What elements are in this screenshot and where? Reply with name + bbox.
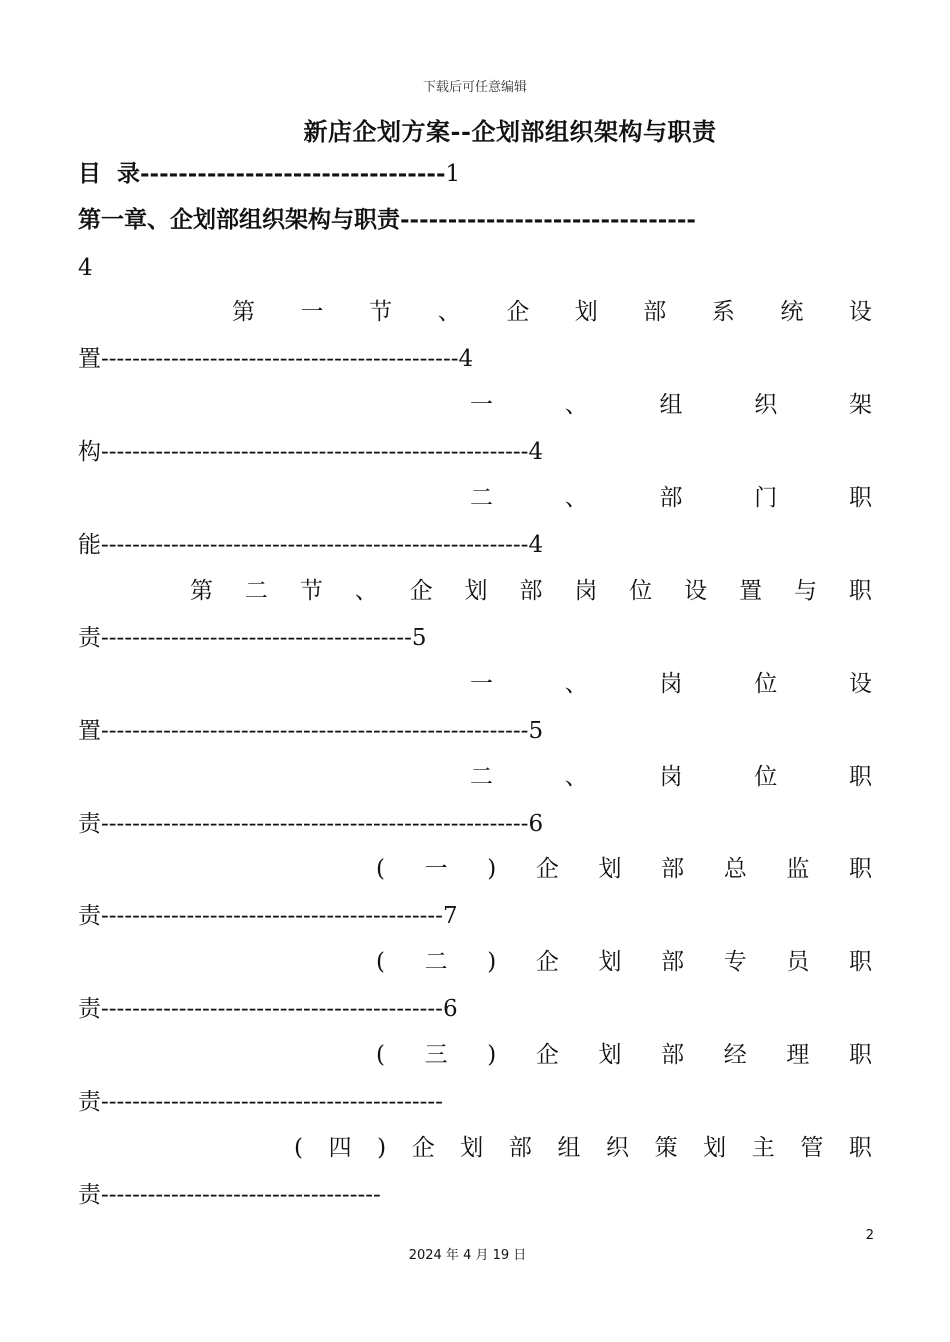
- toc-subitem-manager-tail: [78, 1086, 443, 1118]
- toc-subitem-director-tail: [78, 900, 458, 932]
- toc-char: 一: [300, 299, 324, 325]
- toc-char: 总: [723, 856, 747, 882]
- toc-item-post-duty-spread: [470, 761, 872, 793]
- toc-char: 划: [460, 1135, 484, 1161]
- toc-char: 统: [780, 299, 804, 325]
- toc-char: 第: [232, 299, 255, 325]
- toc-dashes: -------------------------------------------------------: [101, 532, 529, 558]
- toc-dashes: --------------------------------------------: [101, 903, 443, 929]
- toc-dashes: ----------------------------------------: [101, 625, 412, 651]
- toc-dashes: -------------------------------------------------------: [101, 811, 529, 837]
- toc-char: 划: [574, 299, 598, 325]
- toc-char: 三: [424, 1042, 448, 1068]
- toc-char: 一: [470, 392, 493, 418]
- toc-dashes: --------------------------------: [140, 160, 446, 187]
- toc-char: 主: [751, 1135, 775, 1161]
- toc-char: 织: [606, 1135, 630, 1161]
- toc-subitem-planning-supervisor-spread: [294, 1132, 872, 1164]
- toc-char: 门: [754, 485, 778, 511]
- header-note: 下载后可任意编辑: [422, 80, 527, 95]
- toc-section-2-spread: [190, 575, 872, 607]
- toc-page-number: 1: [445, 161, 461, 187]
- toc-char: 能: [78, 532, 101, 558]
- toc-char: 理: [786, 1042, 810, 1068]
- toc-char: 岗: [659, 671, 683, 697]
- toc-char: 、: [564, 764, 588, 790]
- toc-char: 节: [299, 578, 323, 604]
- toc-char: 、: [354, 578, 378, 604]
- page-number: 2: [865, 1228, 874, 1243]
- toc-char: 一: [470, 671, 493, 697]
- toc-page-number: 4: [528, 532, 544, 558]
- toc-page-number: 4: [78, 255, 93, 281]
- toc-char: 架: [849, 392, 872, 418]
- toc-page-number: 5: [411, 625, 427, 651]
- toc-char: 监: [786, 856, 810, 882]
- toc-char: 系: [711, 299, 735, 325]
- toc-char: 部: [659, 485, 683, 511]
- toc-char: (: [294, 1135, 303, 1161]
- toc-char: 一: [424, 856, 448, 882]
- toc-char: 、: [564, 485, 588, 511]
- toc-char: 企: [535, 856, 559, 882]
- toc-char: 、: [564, 392, 588, 418]
- toc-char: (: [376, 1042, 385, 1068]
- toc-char: ): [487, 856, 497, 882]
- toc-char: 置: [78, 346, 101, 372]
- toc-char: 职: [848, 856, 872, 882]
- toc-dashes: -------------------------------: [400, 206, 696, 233]
- toc-char: 部: [519, 578, 543, 604]
- toc-char: 部: [661, 949, 685, 975]
- toc-char: 职: [849, 764, 872, 790]
- toc-char: 员: [786, 949, 810, 975]
- toc-page-number: 7: [442, 903, 458, 929]
- toc-char: 部: [661, 1042, 685, 1068]
- toc-char: 责: [78, 625, 101, 651]
- toc-char: (: [376, 856, 385, 882]
- toc-char: 部: [508, 1135, 532, 1161]
- toc-item-post-setup-spread: [470, 668, 872, 700]
- toc-char: 节: [369, 299, 393, 325]
- toc-page-number: 5: [528, 718, 544, 744]
- toc-char: ): [377, 1135, 387, 1161]
- toc-char: ): [487, 949, 497, 975]
- toc-item-dept-function-tail: [78, 529, 543, 561]
- toc-section-2-tail: [78, 622, 427, 654]
- toc-item-dept-function-spread: [470, 482, 872, 514]
- toc-char: 划: [598, 856, 622, 882]
- toc-dashes: --------------------------------------------: [101, 996, 443, 1022]
- toc-page-number: 4: [528, 439, 544, 465]
- toc-char: 责: [78, 996, 101, 1022]
- toc-item-org-structure-tail: [78, 436, 543, 468]
- toc-subitem-specialist-tail: [78, 993, 458, 1025]
- toc-char: 设: [848, 299, 872, 325]
- document-title: 新店企划方案--企划部组织架构与职责: [303, 117, 717, 146]
- toc-chapter-1-line: [78, 204, 696, 236]
- toc-char: 设: [849, 671, 872, 697]
- toc-char: 责: [78, 811, 101, 837]
- toc-char: 职: [848, 1135, 872, 1161]
- toc-subitem-specialist-spread: [376, 946, 872, 978]
- toc-char: 位: [754, 764, 778, 790]
- toc-char: 组: [659, 392, 683, 418]
- toc-dashes: ------------------------------------: [101, 1182, 381, 1208]
- toc-char: 经: [723, 1042, 747, 1068]
- toc-chapter-1-label: 第一章、企划部组织架构与职责: [78, 206, 400, 233]
- toc-char: 二: [244, 578, 268, 604]
- toc-char: 织: [754, 392, 778, 418]
- toc-char: 二: [470, 764, 493, 790]
- toc-subitem-planning-supervisor-tail: [78, 1179, 381, 1211]
- toc-char: 企: [535, 1042, 559, 1068]
- toc-char: 企: [409, 578, 433, 604]
- toc-contents-line: [78, 158, 460, 190]
- footer-date: 2024 年 4 月 19 日: [408, 1248, 527, 1263]
- toc-char: 企: [535, 949, 559, 975]
- toc-page-number: 6: [528, 811, 544, 837]
- toc-char: 位: [629, 578, 653, 604]
- toc-char: 位: [754, 671, 778, 697]
- toc-char: 构: [78, 439, 101, 465]
- toc-item-post-setup-tail: [78, 715, 543, 747]
- toc-char: 划: [598, 949, 622, 975]
- toc-page-number: 6: [442, 996, 458, 1022]
- toc-char: 划: [703, 1135, 727, 1161]
- toc-char: 二: [470, 485, 493, 511]
- toc-char: 策: [654, 1135, 678, 1161]
- toc-dashes: --------------------------------------------: [101, 1089, 443, 1115]
- toc-char: 岗: [574, 578, 598, 604]
- toc-item-post-duty-tail: [78, 808, 543, 840]
- toc-char: 组: [557, 1135, 581, 1161]
- toc-char: 部: [661, 856, 685, 882]
- toc-char: 职: [848, 949, 872, 975]
- toc-char: 置: [739, 578, 763, 604]
- toc-char: 岗: [659, 764, 683, 790]
- toc-char: 与: [793, 578, 817, 604]
- toc-char: 职: [848, 578, 872, 604]
- toc-char: 、: [564, 671, 588, 697]
- toc-dashes: -------------------------------------------------------: [101, 718, 529, 744]
- toc-char: 第: [190, 578, 213, 604]
- toc-contents-label: 目 录: [78, 160, 141, 187]
- toc-section-1-tail: [78, 343, 473, 375]
- toc-char: 设: [684, 578, 708, 604]
- toc-char: (: [376, 949, 385, 975]
- toc-char: 四: [328, 1135, 352, 1161]
- toc-subitem-director-spread: [376, 853, 872, 885]
- toc-section-1-spread: [232, 296, 872, 328]
- toc-dashes: -------------------------------------------------------: [101, 439, 529, 465]
- toc-dashes: ----------------------------------------------: [101, 346, 459, 372]
- toc-item-org-structure-spread: [470, 389, 872, 421]
- toc-char: 、: [437, 299, 461, 325]
- toc-subitem-manager-spread: [376, 1039, 872, 1071]
- toc-char: 企: [411, 1135, 435, 1161]
- toc-char: 职: [848, 1042, 872, 1068]
- toc-char: 专: [723, 949, 747, 975]
- toc-char: 责: [78, 1182, 101, 1208]
- toc-char: 责: [78, 903, 101, 929]
- toc-page-number: 4: [458, 346, 474, 372]
- toc-char: 责: [78, 1089, 101, 1115]
- toc-char: 划: [464, 578, 488, 604]
- toc-char: 部: [643, 299, 667, 325]
- toc-char: 管: [800, 1135, 824, 1161]
- toc-char: 企: [506, 299, 530, 325]
- toc-char: 职: [849, 485, 872, 511]
- toc-char: ): [487, 1042, 497, 1068]
- toc-char: 二: [424, 949, 448, 975]
- toc-char: 划: [598, 1042, 622, 1068]
- toc-char: 置: [78, 718, 101, 744]
